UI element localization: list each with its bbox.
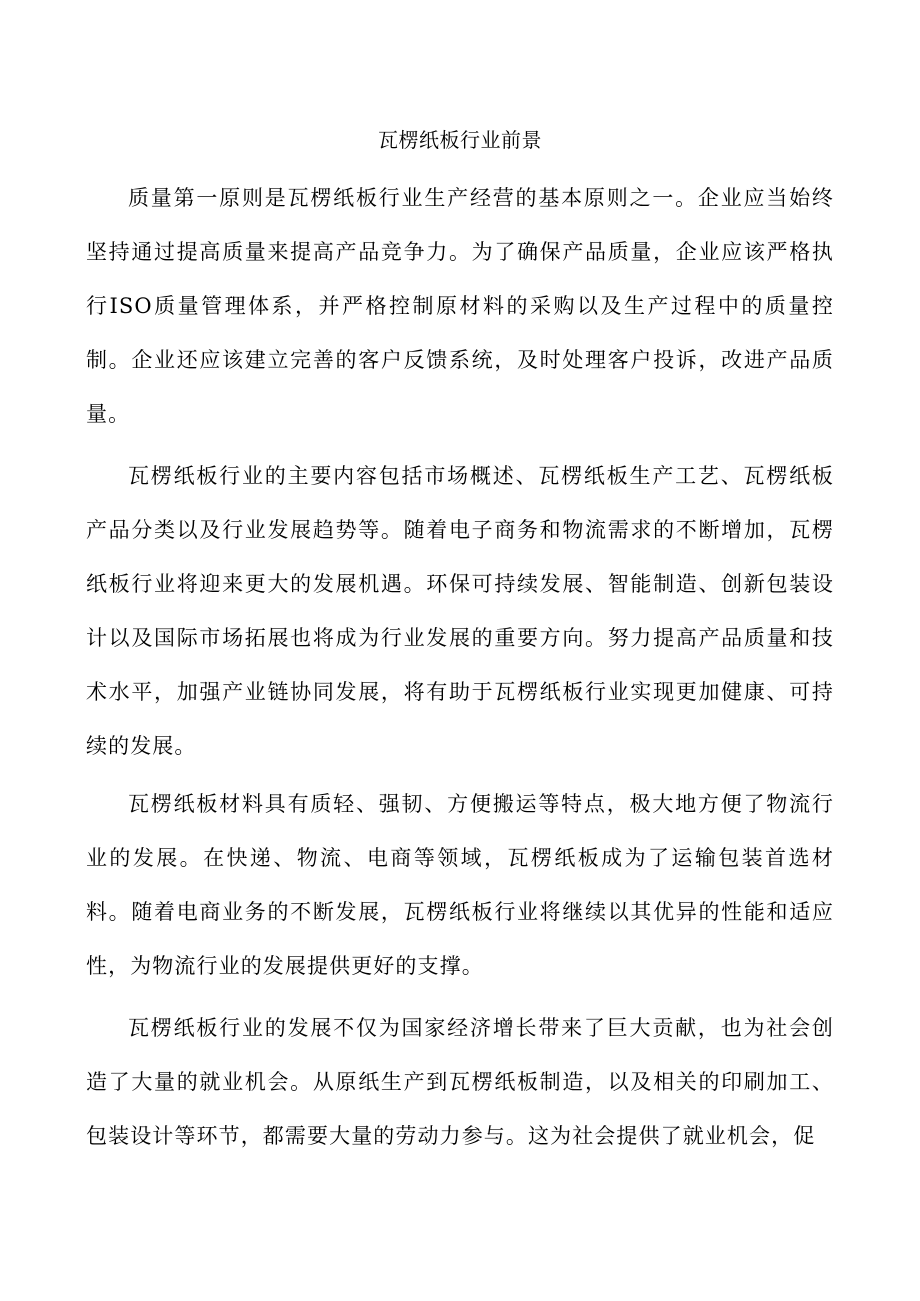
paragraph-employment: 瓦楞纸板行业的发展不仅为国家经济增长带来了巨大贡献，也为社会创造了大量的就业机会。从原纸生产到瓦楞纸板制造，以及相关的印刷加工、包装设计等环节，都需要大量的劳动力参与。这为社会提供了就业机会，促: [86, 1016, 834, 1148]
document-title: 瓦楞纸板行业前景: [378, 128, 542, 152]
paragraph-material-properties: 瓦楞纸板材料具有质轻、强韧、方便搬运等特点，极大地方便了物流行业的发展。在快递、物流、电商等领域，瓦楞纸板成为了运输包装首选材料。随着电商业务的不断发展，瓦楞纸板行业将继续以其优异的性能和适应性，为物流行业的发展提供更好的支撑。: [86, 792, 834, 978]
paragraph-quality-principle: 质量第一原则是瓦楞纸板行业生产经营的基本原则之一。企业应当始终坚持通过提高质量来提高产品竞争力。为了确保产品质量，企业应该严格执行ISO质量管理体系，并严格控制原材料的采购以及生产过程中的质量控制。企业还应该建立完善的客户反馈系统，及时处理客户投诉，改进产品质量。: [86, 186, 834, 426]
paragraph-industry-content: 瓦楞纸板行业的主要内容包括市场概述、瓦楞纸板生产工艺、瓦楞纸板产品分类以及行业发展趋势等。随着电子商务和物流需求的不断增加，瓦楞纸板行业将迎来更大的发展机遇。环保可持续发展、智能制造、创新包装设计以及国际市场拓展也将成为行业发展的重要方向。努力提高产品质量和技术水平，加强产业链协同发展，将有助于瓦楞纸板行业实现更加健康、可持续的发展。: [86, 464, 834, 758]
